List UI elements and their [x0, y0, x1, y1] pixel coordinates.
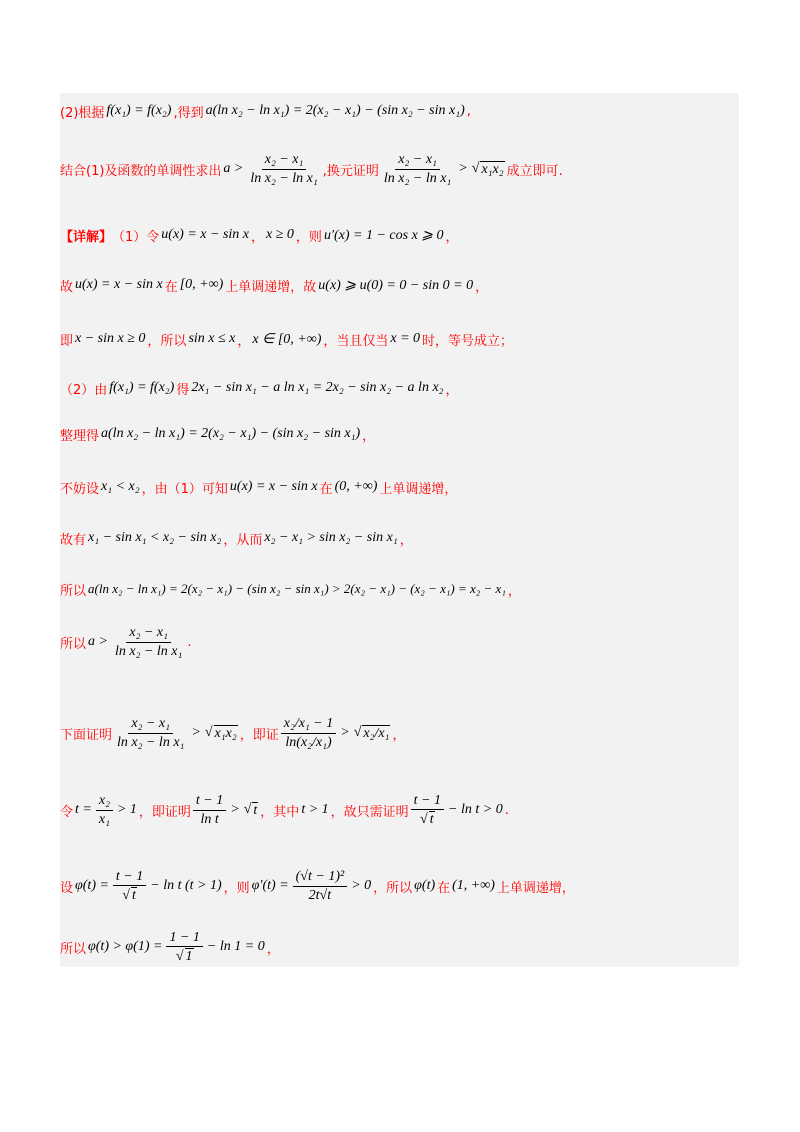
fraction-numerator: 1 − 1: [166, 930, 202, 947]
text: 所以: [60, 636, 87, 652]
text: 下面证明: [60, 727, 113, 743]
math-expression: a(ln x₂ − ln x₁) = 2(x₂ − x₁) − (sin x₂ − sin x₁): [101, 426, 361, 441]
math-expression: 2x₁ − sin x₁ − a ln x₁ = 2x₂ − sin x₂ − a ln x₂: [191, 380, 444, 395]
math-expression: > 1: [116, 802, 137, 817]
fraction-denominator: ln x₂ − ln x₁: [383, 170, 452, 186]
fraction: [247, 152, 320, 186]
fraction-numerator: x₂/x₁ − 1: [281, 716, 337, 733]
fraction-denominator: 2t√t: [308, 887, 332, 903]
text: ，: [399, 532, 413, 548]
text: 所以: [60, 583, 87, 599]
math-expression: >: [458, 161, 468, 176]
fraction-denominator: ln t: [200, 811, 219, 827]
fraction-numerator: x₂: [96, 793, 113, 810]
text: ，: [507, 583, 521, 599]
sqrt-radicand: t: [131, 888, 136, 903]
math-expression: x ≥ 0: [266, 227, 294, 242]
text: ，即证明: [138, 804, 191, 820]
solution-line-15: [60, 925, 280, 969]
fraction-denominator: ln(x₂/x₁): [285, 734, 332, 750]
solution-line-7: [60, 421, 375, 447]
math-expression: a(ln x₂ − ln x₁) = 2(x₂ − x₁) − (sin x₂ − sin x₁): [205, 103, 465, 118]
solution-line-13: [60, 788, 509, 832]
fraction-denominator: x₁: [98, 811, 110, 827]
text: 在: [319, 481, 333, 497]
fraction-denominator: √ t: [122, 887, 136, 903]
sqrt-radicand: x₁x₂: [214, 725, 237, 741]
math-expression: φ(t) =: [75, 878, 109, 893]
text: ，从而: [223, 532, 263, 548]
fraction-denominator: √ 1: [175, 948, 193, 964]
text: ，: [392, 727, 406, 743]
fraction-numerator: x₂ − x₁: [128, 716, 173, 733]
text: ，故只需证明: [330, 804, 409, 820]
text: ，: [475, 279, 489, 295]
math-expression: φ′(t) =: [251, 878, 289, 893]
text: ，由（1）可知: [141, 481, 228, 497]
fraction-denominator: ln x₂ − ln x₁: [114, 643, 183, 659]
text: ，当且仅当: [323, 333, 389, 349]
math-expression: a(ln x₂ − ln x₁) = 2(x₂ − x₁) − (sin x₂ − sin x₁) > 2(x₂ − x₁) − (x₂ − x₁) = x₂ − x₁: [88, 581, 506, 596]
fraction-denominator: ln x₂ − ln x₁: [250, 170, 318, 186]
text: ，: [237, 333, 251, 349]
math-expression: f(x₁) = f(x₂): [106, 103, 172, 118]
text: (2)根据: [60, 105, 105, 121]
text: ，: [445, 229, 459, 245]
solution-line-8: [60, 474, 457, 500]
math-expression: u′(x) = 1 − cos x ⩾ 0: [323, 227, 444, 243]
text: 上单调递增，故: [225, 279, 317, 295]
solution-line-10: [60, 576, 521, 602]
math-expression: − ln 1 = 0: [206, 939, 265, 954]
sqrt-expression: √ x₁x₂: [204, 725, 237, 741]
solution-line-2: [60, 145, 563, 193]
math-expression: f(x₁) = f(x₂): [109, 380, 175, 395]
math-expression: x − sin x ≥ 0: [75, 331, 146, 346]
text: 得: [176, 382, 190, 398]
text: 设: [60, 880, 74, 896]
solution-line-11: [60, 622, 192, 662]
text: ,换元证明: [322, 163, 379, 179]
text: ，即证: [239, 727, 279, 743]
text: ，: [266, 941, 280, 957]
fraction: [113, 869, 146, 904]
solution-line-1: [60, 98, 471, 124]
math-expression: t > 1: [301, 802, 329, 817]
math-expression: φ(t): [414, 878, 436, 893]
fraction: [293, 869, 348, 903]
fraction-numerator: x₂ − x₁: [126, 625, 171, 642]
fraction-denominator: √ t: [420, 811, 434, 827]
text: 不妨设: [60, 481, 100, 497]
math-expression: x₁ < x₂: [101, 479, 140, 494]
math-expression: x = 0: [390, 331, 421, 346]
math-expression: x₁ − sin x₁ < x₂ − sin x₂: [88, 530, 222, 545]
math-expression: (1, +∞): [452, 878, 495, 893]
math-expression: t =: [75, 802, 92, 817]
text: ，: [251, 229, 265, 245]
solution-line-9: [60, 525, 413, 551]
text: ，其中: [260, 804, 300, 820]
sqrt-expression: √ t: [243, 802, 258, 818]
text: （2）由: [60, 382, 108, 398]
solution-line-12: [60, 700, 405, 766]
math-expression: >: [340, 725, 350, 740]
math-expression: a >: [88, 634, 108, 649]
math-expression: u(x) = x − sin x: [229, 479, 318, 494]
sqrt-expression: √ x₁x₂: [471, 161, 504, 177]
fraction: [281, 716, 337, 750]
text: ，: [362, 428, 376, 444]
text: 在: [164, 279, 178, 295]
math-expression: [0, +∞): [179, 277, 224, 292]
sqrt-radicand: 1: [185, 949, 193, 964]
fraction-numerator: (√t − 1)²: [293, 869, 348, 886]
math-expression: u(x) ⩾ u(0) = 0 − sin 0 = 0: [318, 277, 474, 293]
fraction: [166, 930, 202, 965]
sqrt-radicand: t: [429, 812, 434, 827]
fraction: [96, 793, 113, 827]
text: 故有: [60, 532, 87, 548]
math-expression: >: [191, 725, 201, 740]
text: ，则: [223, 880, 250, 896]
fraction-numerator: t − 1: [193, 793, 226, 810]
fraction-numerator: t − 1: [113, 869, 146, 886]
text: 所以: [60, 941, 87, 957]
text: 成立即可.: [506, 163, 563, 179]
text: 时，等号成立；: [422, 333, 514, 349]
math-expression: a >: [223, 161, 244, 176]
math-expression: (0, +∞): [334, 479, 378, 494]
math-expression: x ∈ [0, +∞): [252, 331, 322, 347]
text: 结合(1)及函数的单调性求出: [60, 163, 222, 179]
text: 上单调递增，: [379, 481, 458, 497]
fraction-numerator: t − 1: [411, 793, 444, 810]
fraction: [112, 625, 185, 659]
sqrt-expression: √ x₂/x₁: [353, 725, 390, 741]
text: ，所以: [147, 333, 187, 349]
solution-line-6: [60, 375, 459, 401]
text: ,: [466, 103, 471, 119]
solution-line-5: [60, 326, 513, 352]
solution-line-3: [60, 222, 459, 248]
fraction-denominator: ln x₂ − ln x₁: [117, 734, 185, 750]
sqrt-radicand: t: [253, 802, 258, 818]
solution-line-4: [60, 272, 488, 298]
math-expression: u(x) = x − sin x: [161, 227, 249, 242]
fraction: [193, 793, 226, 827]
math-expression: > 0: [351, 878, 372, 893]
text: 在: [437, 880, 451, 896]
math-expression: x₂ − x₁ > sin x₂ − sin x₁: [264, 530, 398, 545]
fraction: [114, 716, 187, 750]
text: 令: [60, 804, 74, 820]
fraction: [381, 152, 454, 186]
sqrt-radicand: x₂/x₁: [363, 725, 390, 741]
text: 即: [60, 333, 74, 349]
text: 故: [60, 279, 74, 295]
text: 上单调递增，: [496, 880, 575, 896]
math-expression: − ln t > 0: [448, 802, 503, 817]
sqrt-radicand: x₁x₂: [481, 161, 504, 177]
text: （1）令: [112, 229, 160, 245]
fraction-numerator: x₂ − x₁: [262, 152, 307, 169]
math-expression: − ln t (t > 1): [150, 878, 222, 893]
text: 整理得: [60, 428, 100, 444]
fraction-numerator: x₂ − x₁: [395, 152, 440, 169]
text: .: [504, 802, 509, 818]
math-expression: >: [230, 802, 240, 817]
detail-heading: 【详解】: [60, 229, 113, 245]
text: ，: [445, 382, 459, 398]
math-expression: u(x) = x − sin x: [75, 277, 163, 292]
text: ,得到: [173, 105, 204, 121]
text: .: [187, 634, 192, 650]
solution-line-14: [60, 858, 575, 914]
math-expression: φ(t) > φ(1) =: [88, 939, 163, 954]
text: ，所以: [373, 880, 413, 896]
fraction: [411, 793, 444, 828]
math-expression: sin x ≤ x: [188, 331, 236, 346]
text: ，则: [295, 229, 322, 245]
